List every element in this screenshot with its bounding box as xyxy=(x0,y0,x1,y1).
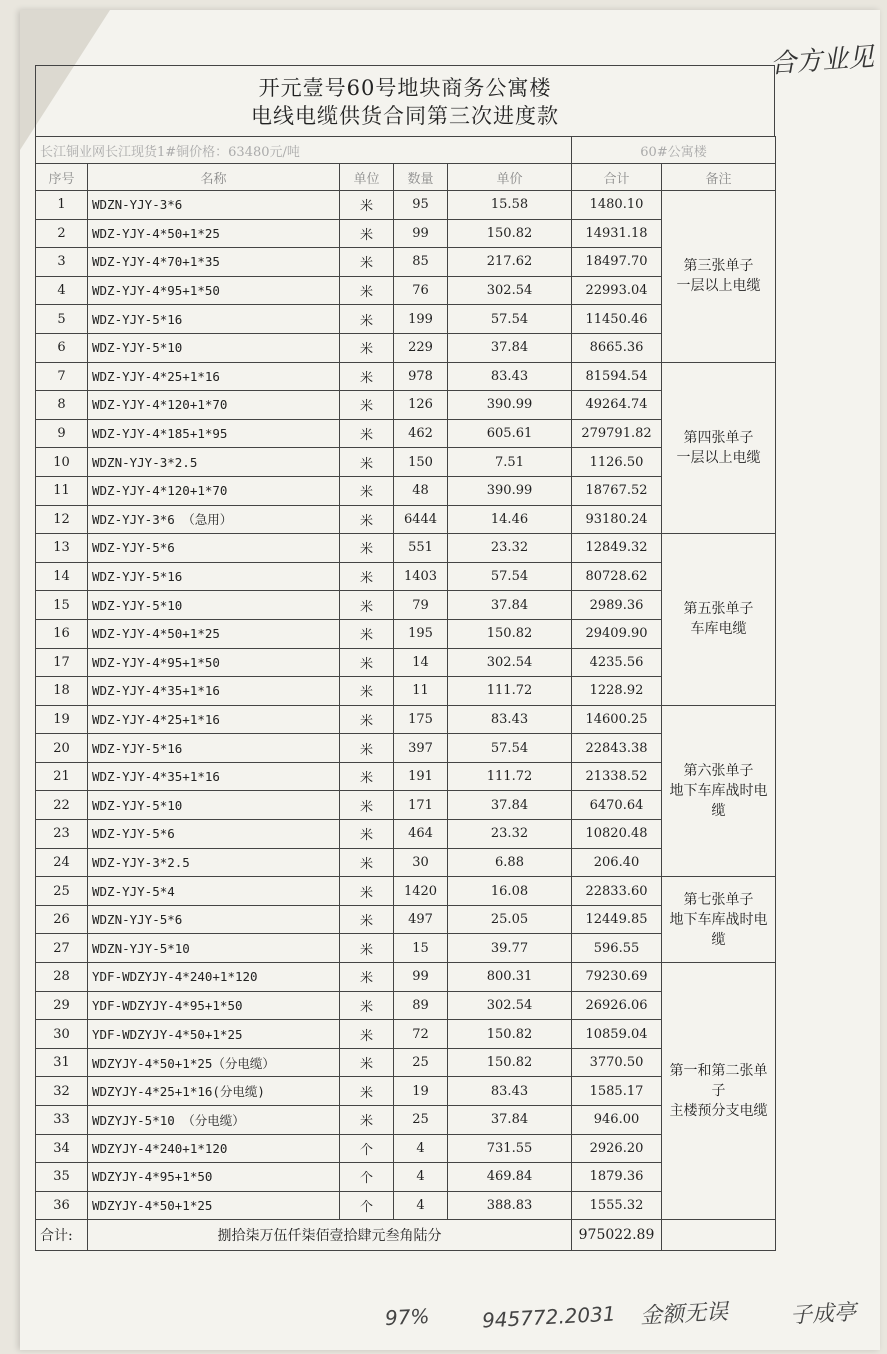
row-no: 23 xyxy=(36,820,88,849)
row-no: 31 xyxy=(36,1048,88,1077)
row-total: 2926.20 xyxy=(572,1134,662,1163)
row-unit: 米 xyxy=(340,476,394,505)
row-qty: 126 xyxy=(394,391,448,420)
row-total: 3770.50 xyxy=(572,1048,662,1077)
row-unit: 米 xyxy=(340,419,394,448)
copper-price-note: 长江铜业网长江现货1#铜价格：63480元/吨 xyxy=(36,137,572,164)
total-amount: 975022.89 xyxy=(572,1220,662,1251)
row-name: WDZ-YJY-4*35+1*16 xyxy=(88,677,340,706)
row-unit: 米 xyxy=(340,848,394,877)
row-total: 22833.60 xyxy=(572,877,662,906)
row-price: 302.54 xyxy=(448,276,572,305)
col-total: 合计 xyxy=(572,164,662,191)
group-note-line-2: 地下车库战时电缆 xyxy=(669,782,768,819)
row-no: 35 xyxy=(36,1163,88,1192)
row-name: WDZN-YJY-3*6 xyxy=(88,191,340,220)
row-no: 30 xyxy=(36,1020,88,1049)
col-unit: 单位 xyxy=(340,164,394,191)
handwritten-percent: 97% xyxy=(384,1303,431,1331)
row-name: WDZYJY-5*10 （分电缆） xyxy=(88,1106,340,1135)
row-unit: 米 xyxy=(340,905,394,934)
row-qty: 1403 xyxy=(394,562,448,591)
row-unit: 米 xyxy=(340,219,394,248)
row-price: 390.99 xyxy=(448,476,572,505)
row-price: 25.05 xyxy=(448,905,572,934)
row-unit: 米 xyxy=(340,1106,394,1135)
col-note: 备注 xyxy=(662,164,776,191)
row-total: 1480.10 xyxy=(572,191,662,220)
row-name: WDZ-YJY-4*95+1*50 xyxy=(88,648,340,677)
row-total: 12849.32 xyxy=(572,534,662,563)
row-price: 23.32 xyxy=(448,534,572,563)
row-price: 390.99 xyxy=(448,391,572,420)
row-name: WDZ-YJY-5*6 xyxy=(88,534,340,563)
row-price: 150.82 xyxy=(448,1048,572,1077)
row-total: 93180.24 xyxy=(572,505,662,534)
table-row xyxy=(36,191,776,220)
row-price: 23.32 xyxy=(448,820,572,849)
col-price: 单价 xyxy=(448,164,572,191)
row-qty: 4 xyxy=(394,1134,448,1163)
group-note xyxy=(662,877,776,963)
title-line-2: 电线电缆供货合同第三次进度款 xyxy=(251,104,559,128)
row-unit: 米 xyxy=(340,762,394,791)
table-row xyxy=(36,534,776,563)
row-unit: 米 xyxy=(340,333,394,362)
row-no: 6 xyxy=(36,333,88,362)
row-qty: 89 xyxy=(394,991,448,1020)
row-price: 217.62 xyxy=(448,248,572,277)
row-total: 206.40 xyxy=(572,848,662,877)
row-no: 12 xyxy=(36,505,88,534)
group-note-line-1: 第一和第二张单子 xyxy=(669,1063,768,1100)
row-price: 57.54 xyxy=(448,305,572,334)
row-qty: 6444 xyxy=(394,505,448,534)
row-name: WDZ-YJY-5*10 xyxy=(88,791,340,820)
row-price: 800.31 xyxy=(448,963,572,992)
row-unit: 米 xyxy=(340,791,394,820)
row-qty: 19 xyxy=(394,1077,448,1106)
row-price: 150.82 xyxy=(448,219,572,248)
row-unit: 米 xyxy=(340,820,394,849)
row-name: WDZ-YJY-5*4 xyxy=(88,877,340,906)
row-no: 1 xyxy=(36,191,88,220)
row-qty: 15 xyxy=(394,934,448,963)
row-total: 14931.18 xyxy=(572,219,662,248)
row-total: 8665.36 xyxy=(572,333,662,362)
row-unit: 米 xyxy=(340,534,394,563)
row-total: 18767.52 xyxy=(572,476,662,505)
row-name: YDF-WDZYJY-4*240+1*120 xyxy=(88,963,340,992)
row-no: 21 xyxy=(36,762,88,791)
group-note-line-2: 地下车库战时电缆 xyxy=(669,911,768,948)
row-price: 111.72 xyxy=(448,677,572,706)
sheet-title xyxy=(35,65,775,136)
row-total: 21338.52 xyxy=(572,762,662,791)
row-name: WDZ-YJY-4*50+1*25 xyxy=(88,219,340,248)
row-unit: 米 xyxy=(340,963,394,992)
row-price: 15.58 xyxy=(448,191,572,220)
row-qty: 95 xyxy=(394,191,448,220)
group-note-line-2: 车库电缆 xyxy=(690,621,747,638)
row-no: 27 xyxy=(36,934,88,963)
table-row xyxy=(36,362,776,391)
row-qty: 72 xyxy=(394,1020,448,1049)
row-qty: 25 xyxy=(394,1106,448,1135)
row-qty: 195 xyxy=(394,619,448,648)
row-total: 1228.92 xyxy=(572,677,662,706)
row-no: 8 xyxy=(36,391,88,420)
col-name: 名称 xyxy=(88,164,340,191)
handwritten-footer xyxy=(0,1297,887,1347)
row-no: 32 xyxy=(36,1077,88,1106)
group-note-line-1: 第三张单子 xyxy=(683,258,754,275)
group-note-line-2: 主楼预分支电缆 xyxy=(669,1103,768,1120)
row-no: 19 xyxy=(36,705,88,734)
row-price: 302.54 xyxy=(448,648,572,677)
row-unit: 米 xyxy=(340,448,394,477)
title-line-1: 开元壹号60号地块商务公寓楼 xyxy=(258,76,552,100)
handwritten-note-top: 合方业见 xyxy=(769,42,876,80)
row-unit: 米 xyxy=(340,276,394,305)
row-unit: 米 xyxy=(340,562,394,591)
row-no: 11 xyxy=(36,476,88,505)
row-qty: 551 xyxy=(394,534,448,563)
row-name: WDZN-YJY-5*10 xyxy=(88,934,340,963)
row-price: 16.08 xyxy=(448,877,572,906)
row-name: YDF-WDZYJY-4*50+1*25 xyxy=(88,1020,340,1049)
row-qty: 978 xyxy=(394,362,448,391)
row-price: 39.77 xyxy=(448,934,572,963)
row-unit: 米 xyxy=(340,248,394,277)
row-name: WDZ-YJY-4*120+1*70 xyxy=(88,476,340,505)
handwritten-signature: 子成亭 xyxy=(789,1300,857,1329)
row-unit: 米 xyxy=(340,305,394,334)
row-total: 49264.74 xyxy=(572,391,662,420)
row-name: WDZ-YJY-5*16 xyxy=(88,734,340,763)
row-no: 22 xyxy=(36,791,88,820)
row-unit: 米 xyxy=(340,1048,394,1077)
row-qty: 464 xyxy=(394,820,448,849)
row-name: WDZYJY-4*50+1*25（分电缆） xyxy=(88,1048,340,1077)
row-name: WDZYJY-4*50+1*25 xyxy=(88,1191,340,1220)
row-no: 9 xyxy=(36,419,88,448)
row-name: WDZ-YJY-4*120+1*70 xyxy=(88,391,340,420)
row-name: WDZYJY-4*95+1*50 xyxy=(88,1163,340,1192)
row-price: 388.83 xyxy=(448,1191,572,1220)
row-qty: 199 xyxy=(394,305,448,334)
row-unit: 个 xyxy=(340,1134,394,1163)
row-total: 2989.36 xyxy=(572,591,662,620)
row-qty: 4 xyxy=(394,1163,448,1192)
row-total: 279791.82 xyxy=(572,419,662,448)
group-note xyxy=(662,191,776,363)
row-name: WDZ-YJY-4*185+1*95 xyxy=(88,419,340,448)
row-unit: 米 xyxy=(340,934,394,963)
row-name: WDZN-YJY-5*6 xyxy=(88,905,340,934)
row-no: 17 xyxy=(36,648,88,677)
row-name: WDZ-YJY-3*2.5 xyxy=(88,848,340,877)
row-price: 37.84 xyxy=(448,791,572,820)
row-price: 57.54 xyxy=(448,734,572,763)
row-unit: 米 xyxy=(340,619,394,648)
row-qty: 79 xyxy=(394,591,448,620)
row-price: 605.61 xyxy=(448,419,572,448)
row-no: 13 xyxy=(36,534,88,563)
table-row xyxy=(36,963,776,992)
row-no: 25 xyxy=(36,877,88,906)
row-no: 28 xyxy=(36,963,88,992)
row-unit: 个 xyxy=(340,1191,394,1220)
row-unit: 米 xyxy=(340,191,394,220)
price-note-row xyxy=(36,137,776,164)
row-total: 1555.32 xyxy=(572,1191,662,1220)
row-no: 3 xyxy=(36,248,88,277)
group-note-line-1: 第六张单子 xyxy=(683,762,754,779)
row-total: 4235.56 xyxy=(572,648,662,677)
row-unit: 米 xyxy=(340,1077,394,1106)
group-note-line-2: 一层以上电缆 xyxy=(676,278,761,295)
group-note-line-1: 第七张单子 xyxy=(683,891,754,908)
row-price: 150.82 xyxy=(448,1020,572,1049)
row-no: 20 xyxy=(36,734,88,763)
row-name: WDZYJY-4*240+1*120 xyxy=(88,1134,340,1163)
cable-table xyxy=(35,136,776,1251)
contract-sheet xyxy=(35,65,775,1251)
row-qty: 175 xyxy=(394,705,448,734)
row-total: 6470.64 xyxy=(572,791,662,820)
row-total: 1879.36 xyxy=(572,1163,662,1192)
group-note-line-1: 第四张单子 xyxy=(683,429,754,446)
row-unit: 米 xyxy=(340,677,394,706)
row-no: 18 xyxy=(36,677,88,706)
row-qty: 48 xyxy=(394,476,448,505)
row-qty: 30 xyxy=(394,848,448,877)
row-no: 4 xyxy=(36,276,88,305)
row-qty: 4 xyxy=(394,1191,448,1220)
row-qty: 191 xyxy=(394,762,448,791)
row-total: 12449.85 xyxy=(572,905,662,934)
group-note xyxy=(662,362,776,534)
group-note xyxy=(662,705,776,877)
row-unit: 米 xyxy=(340,734,394,763)
row-price: 150.82 xyxy=(448,619,572,648)
row-total: 22843.38 xyxy=(572,734,662,763)
group-note-line-2: 一层以上电缆 xyxy=(676,449,761,466)
row-unit: 米 xyxy=(340,391,394,420)
row-price: 302.54 xyxy=(448,991,572,1020)
row-qty: 1420 xyxy=(394,877,448,906)
row-name: WDZ-YJY-4*70+1*35 xyxy=(88,248,340,277)
row-unit: 米 xyxy=(340,1020,394,1049)
row-name: WDZN-YJY-3*2.5 xyxy=(88,448,340,477)
row-no: 5 xyxy=(36,305,88,334)
row-price: 37.84 xyxy=(448,591,572,620)
row-name: WDZ-YJY-5*6 xyxy=(88,820,340,849)
row-price: 111.72 xyxy=(448,762,572,791)
total-label: 合计: xyxy=(36,1220,88,1251)
row-qty: 497 xyxy=(394,905,448,934)
row-price: 37.84 xyxy=(448,333,572,362)
row-no: 14 xyxy=(36,562,88,591)
row-unit: 米 xyxy=(340,991,394,1020)
row-name: WDZ-YJY-4*25+1*16 xyxy=(88,705,340,734)
row-price: 14.46 xyxy=(448,505,572,534)
row-price: 469.84 xyxy=(448,1163,572,1192)
total-amount-words: 捌拾柒万伍仟柒佰壹拾肆元叁角陆分 xyxy=(88,1220,572,1251)
row-qty: 76 xyxy=(394,276,448,305)
row-qty: 397 xyxy=(394,734,448,763)
row-price: 57.54 xyxy=(448,562,572,591)
row-unit: 米 xyxy=(340,648,394,677)
handwritten-amount: 945772.2031 xyxy=(481,1301,617,1333)
row-name: WDZ-YJY-5*16 xyxy=(88,562,340,591)
row-qty: 99 xyxy=(394,219,448,248)
row-name: WDZ-YJY-4*50+1*25 xyxy=(88,619,340,648)
row-qty: 11 xyxy=(394,677,448,706)
row-qty: 171 xyxy=(394,791,448,820)
row-total: 26926.06 xyxy=(572,991,662,1020)
row-price: 731.55 xyxy=(448,1134,572,1163)
row-name: WDZYJY-4*25+1*16(分电缆) xyxy=(88,1077,340,1106)
row-no: 33 xyxy=(36,1106,88,1135)
row-unit: 米 xyxy=(340,505,394,534)
row-total: 1585.17 xyxy=(572,1077,662,1106)
row-no: 7 xyxy=(36,362,88,391)
row-name: WDZ-YJY-4*35+1*16 xyxy=(88,762,340,791)
row-total: 18497.70 xyxy=(572,248,662,277)
row-total: 946.00 xyxy=(572,1106,662,1135)
row-no: 2 xyxy=(36,219,88,248)
row-unit: 个 xyxy=(340,1163,394,1192)
row-price: 6.88 xyxy=(448,848,572,877)
total-blank xyxy=(662,1220,776,1251)
handwritten-note: 金额无误 xyxy=(639,1299,729,1330)
row-name: WDZ-YJY-4*25+1*16 xyxy=(88,362,340,391)
row-price: 7.51 xyxy=(448,448,572,477)
row-name: WDZ-YJY-5*16 xyxy=(88,305,340,334)
row-unit: 米 xyxy=(340,591,394,620)
row-price: 37.84 xyxy=(448,1106,572,1135)
row-unit: 米 xyxy=(340,362,394,391)
row-qty: 99 xyxy=(394,963,448,992)
row-price: 83.43 xyxy=(448,362,572,391)
row-no: 34 xyxy=(36,1134,88,1163)
row-name: YDF-WDZYJY-4*95+1*50 xyxy=(88,991,340,1020)
row-total: 22993.04 xyxy=(572,276,662,305)
row-total: 10820.48 xyxy=(572,820,662,849)
row-no: 26 xyxy=(36,905,88,934)
row-name: WDZ-YJY-5*10 xyxy=(88,333,340,362)
row-unit: 米 xyxy=(340,877,394,906)
row-qty: 462 xyxy=(394,419,448,448)
row-total: 1126.50 xyxy=(572,448,662,477)
group-note-line-1: 第五张单子 xyxy=(683,601,754,618)
header-row xyxy=(36,164,776,191)
row-name: WDZ-YJY-3*6 （急用） xyxy=(88,505,340,534)
total-row xyxy=(36,1220,776,1251)
row-total: 596.55 xyxy=(572,934,662,963)
row-name: WDZ-YJY-5*10 xyxy=(88,591,340,620)
row-qty: 25 xyxy=(394,1048,448,1077)
col-qty: 数量 xyxy=(394,164,448,191)
row-qty: 150 xyxy=(394,448,448,477)
table-row xyxy=(36,705,776,734)
row-unit: 米 xyxy=(340,705,394,734)
row-no: 24 xyxy=(36,848,88,877)
row-price: 83.43 xyxy=(448,705,572,734)
row-total: 79230.69 xyxy=(572,963,662,992)
row-total: 80728.62 xyxy=(572,562,662,591)
row-total: 29409.90 xyxy=(572,619,662,648)
row-name: WDZ-YJY-4*95+1*50 xyxy=(88,276,340,305)
building-label: 60#公寓楼 xyxy=(572,137,776,164)
row-total: 81594.54 xyxy=(572,362,662,391)
row-total: 10859.04 xyxy=(572,1020,662,1049)
table-row xyxy=(36,877,776,906)
row-no: 29 xyxy=(36,991,88,1020)
row-total: 11450.46 xyxy=(572,305,662,334)
row-qty: 14 xyxy=(394,648,448,677)
row-price: 83.43 xyxy=(448,1077,572,1106)
row-qty: 85 xyxy=(394,248,448,277)
group-note xyxy=(662,534,776,706)
col-no: 序号 xyxy=(36,164,88,191)
row-no: 16 xyxy=(36,619,88,648)
row-no: 36 xyxy=(36,1191,88,1220)
row-qty: 229 xyxy=(394,333,448,362)
row-no: 10 xyxy=(36,448,88,477)
row-no: 15 xyxy=(36,591,88,620)
row-total: 14600.25 xyxy=(572,705,662,734)
group-note xyxy=(662,963,776,1220)
